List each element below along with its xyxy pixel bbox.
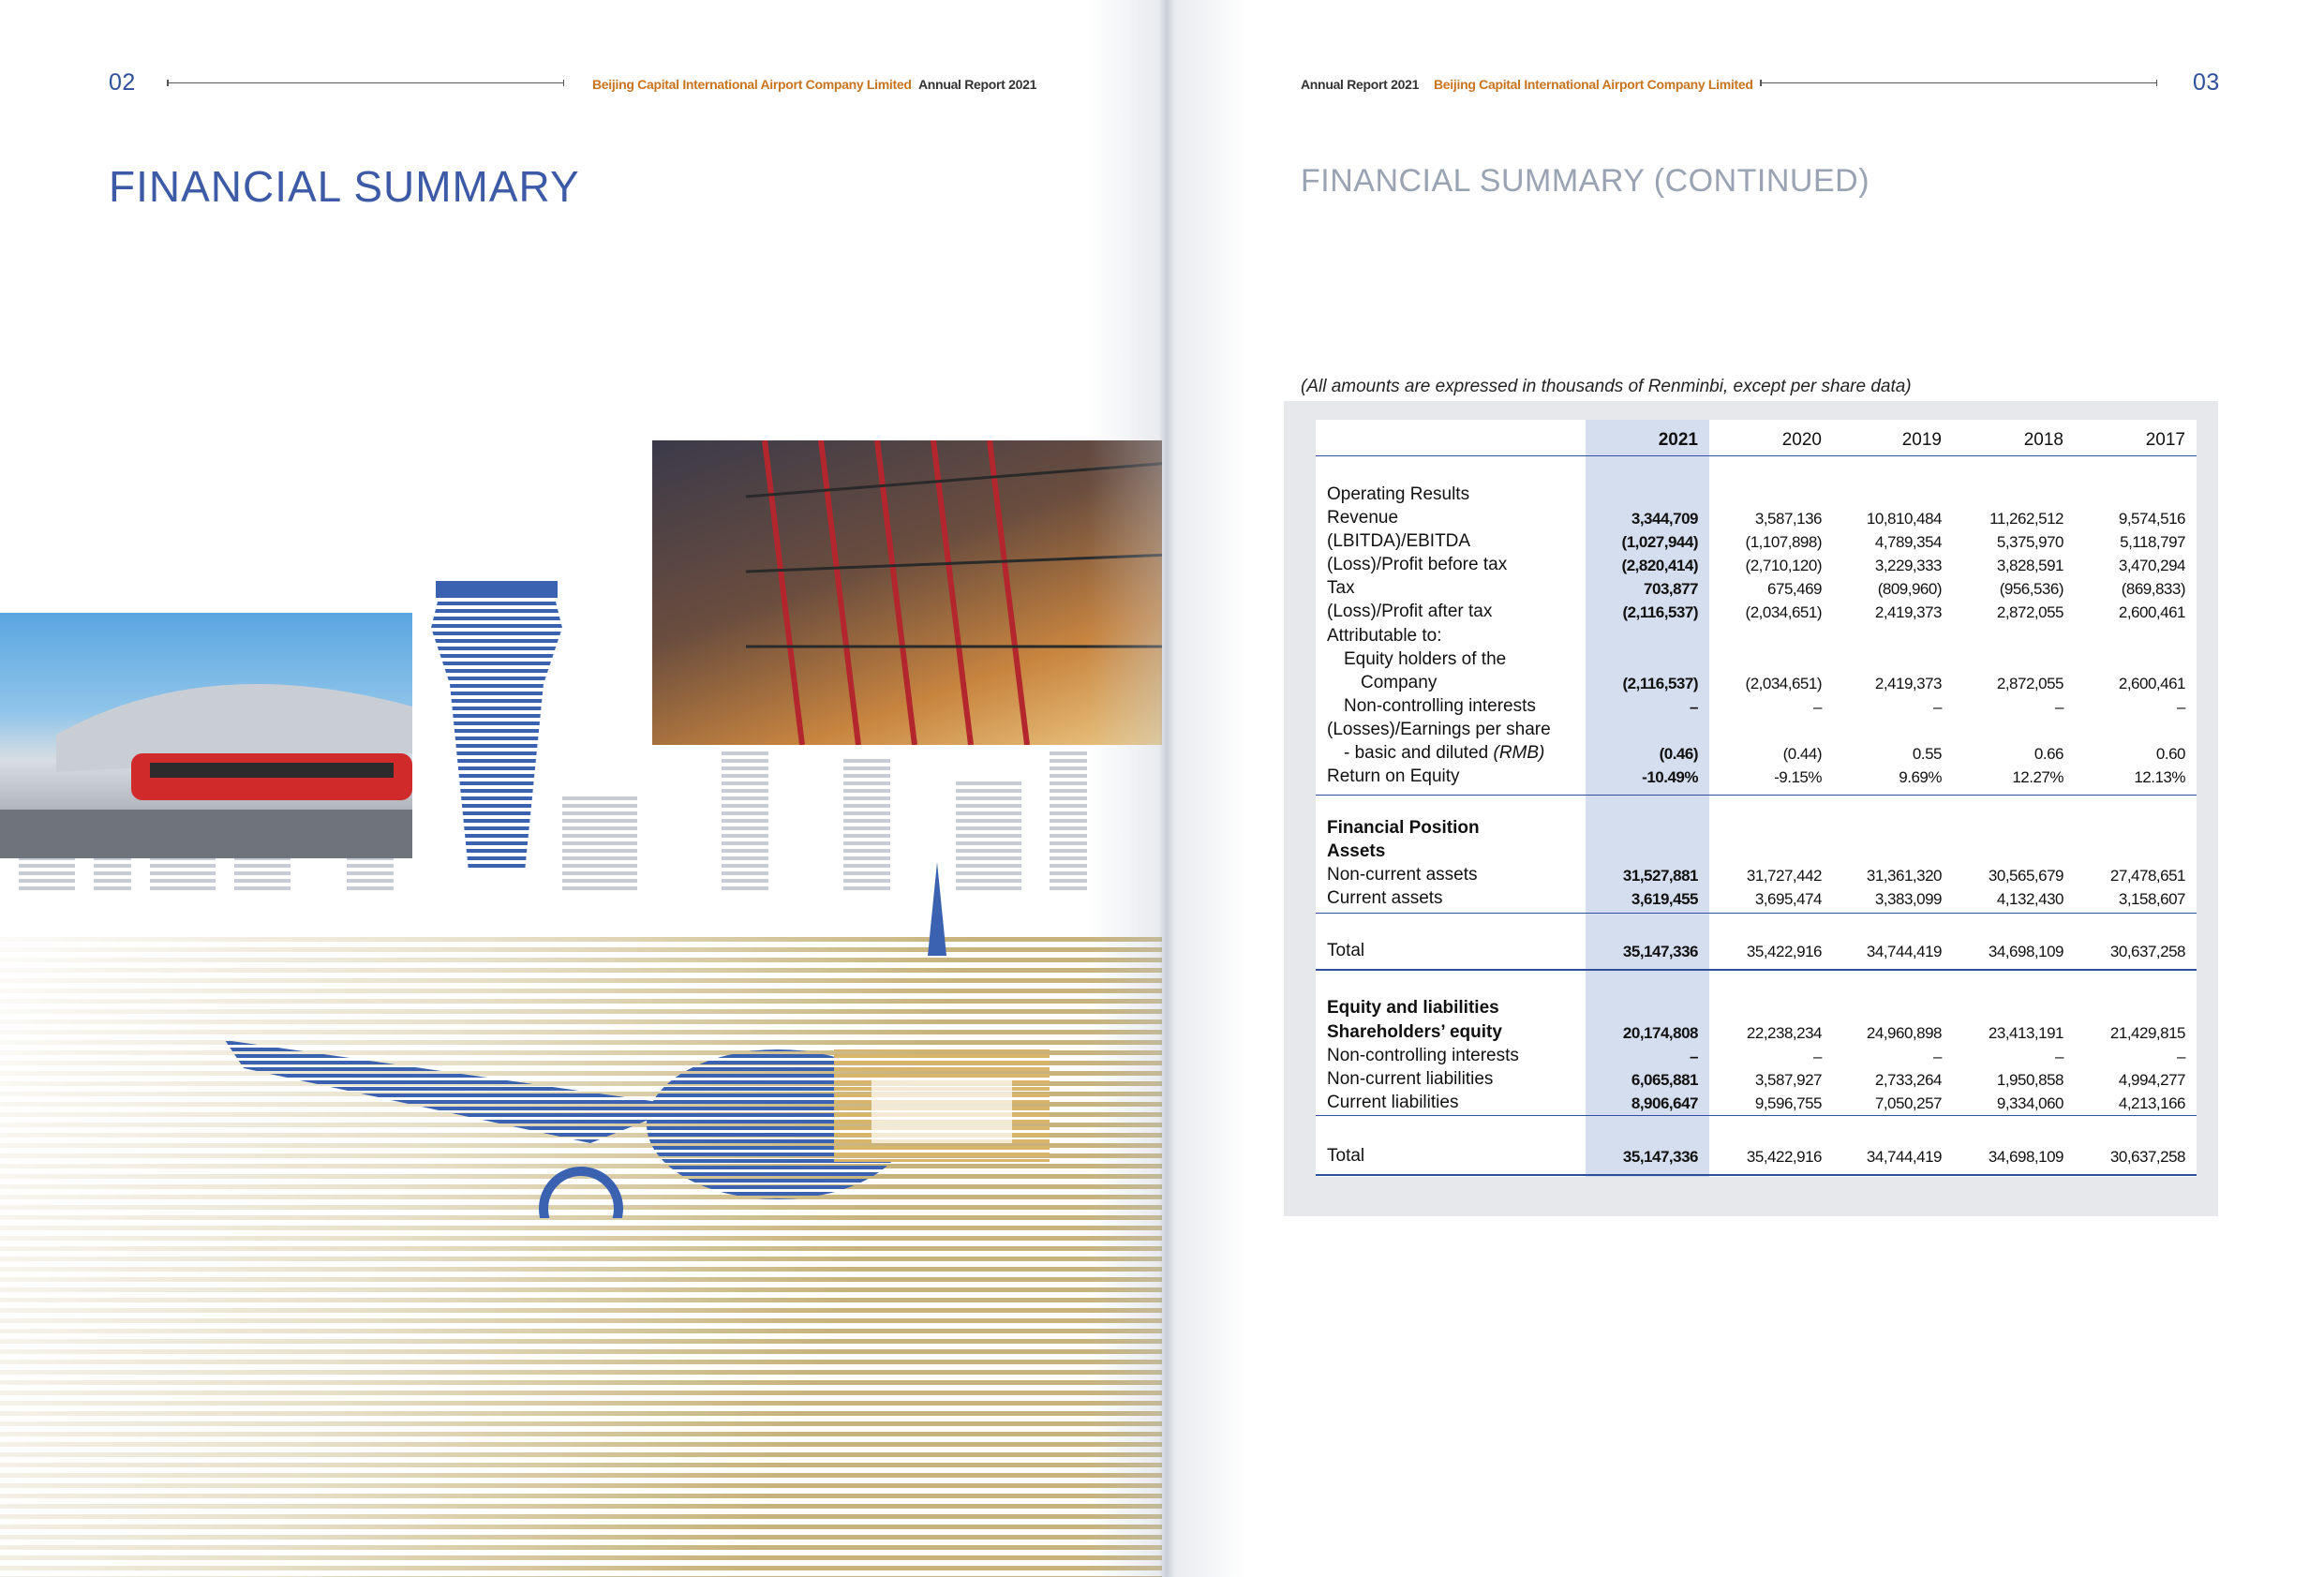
table-cell: 9.69%	[1899, 768, 1942, 786]
section-rule	[1316, 969, 2197, 971]
row-label	[1327, 507, 1398, 529]
header-company-right: Beijing Capital International Airport Company Limited	[1434, 77, 1753, 92]
row-label	[1327, 601, 1492, 623]
table-cell: 4,994,277	[2118, 1071, 2185, 1089]
row-label-text: - basic and diluted	[1344, 743, 1489, 763]
row-label	[1361, 672, 1437, 694]
table-cell: 12.13%	[2134, 768, 2185, 786]
year-header: 2017	[2145, 430, 2185, 450]
row-label-text: Total	[1327, 1146, 1365, 1166]
row-label	[1344, 695, 1536, 718]
table-cell: (809,960)	[1877, 580, 1942, 598]
table-cell: 34,698,109	[1988, 1148, 2063, 1166]
table-cell: –	[1933, 1048, 1942, 1065]
table-cell: 703,877	[1644, 580, 1698, 598]
row-label	[1327, 1068, 1493, 1091]
row-label-text: Current assets	[1327, 888, 1443, 908]
amounts-note: (All amounts are expressed in thousands of Renminbi, except per share data)	[1301, 377, 1912, 396]
row-label-unit: (RMB)	[1488, 743, 1545, 763]
table-cell: 31,727,442	[1746, 867, 1822, 885]
table-cell: 11,262,512	[1989, 510, 2063, 528]
row-label-text: Equity and liabilities	[1327, 998, 1499, 1018]
table-cell: 2,419,373	[1874, 603, 1942, 621]
table-cell: -10.49%	[1642, 768, 1698, 786]
table-cell: –	[2177, 1048, 2185, 1065]
subtotal-rule	[1316, 913, 2197, 914]
table-cell: 3,229,333	[1874, 557, 1942, 574]
row-label	[1344, 648, 1506, 671]
table-cell: 3,587,927	[1754, 1071, 1822, 1089]
row-label	[1327, 817, 1480, 840]
table-cell: (1,027,944)	[1621, 533, 1698, 551]
table-cell: (869,833)	[2121, 580, 2185, 598]
table-cell: –	[1813, 698, 1822, 716]
table-cell: –	[2177, 698, 2185, 716]
table-cell: 3,619,455	[1631, 890, 1698, 908]
table-cell: 2,872,055	[1996, 675, 2063, 692]
table-cell: (2,116,537)	[1622, 675, 1698, 692]
row-label-text: Financial Position	[1327, 818, 1480, 838]
table-cell: (0.46)	[1659, 745, 1698, 763]
table-cell: 34,698,109	[1988, 943, 2063, 960]
table-cell: 8,906,647	[1631, 1094, 1698, 1112]
table-cell: 24,960,898	[1866, 1024, 1942, 1042]
row-label-text: Current liabilities	[1327, 1093, 1459, 1112]
row-label-text: (Loss)/Profit after tax	[1327, 602, 1493, 621]
header-report-left: Annual Report 2021	[918, 77, 1037, 92]
row-label	[1327, 864, 1478, 886]
row-label-text: Equity holders of the	[1344, 649, 1507, 669]
table-cell: 5,118,797	[2120, 533, 2185, 551]
table-cell: 34,744,419	[1866, 943, 1942, 960]
table-cell: 7,050,257	[1874, 1094, 1942, 1112]
table-cell: 5,375,970	[1996, 533, 2063, 551]
table-cell: 3,158,607	[2118, 890, 2185, 908]
table-cell: 20,174,808	[1622, 1024, 1698, 1042]
table-cell: 3,828,591	[1996, 557, 2063, 574]
table-cell: 675,469	[1767, 580, 1822, 598]
table-cell: 27,478,651	[2109, 867, 2185, 885]
row-label	[1327, 530, 1470, 553]
table-cell: 35,147,336	[1622, 1148, 1698, 1166]
row-label-text: (Losses)/Earnings per share	[1327, 720, 1551, 739]
row-label	[1327, 766, 1460, 788]
table-cell: 21,429,815	[2109, 1024, 2185, 1042]
table-cell: 0.60	[2155, 745, 2185, 763]
row-label	[1327, 1145, 1364, 1168]
row-label	[1327, 554, 1507, 576]
table-cell: 2,419,373	[1874, 675, 1942, 692]
table-cell: 1,950,858	[1996, 1071, 2063, 1089]
table-cell: 31,361,320	[1866, 867, 1942, 885]
table-bottom-rule	[1316, 1174, 2197, 1176]
table-cell: 10,810,484	[1866, 510, 1942, 528]
table-cell: 9,574,516	[2118, 510, 2185, 528]
row-label	[1327, 484, 1469, 506]
row-label-text: (LBITDA)/EBITDA	[1327, 531, 1471, 551]
row-label-text: Attributable to:	[1327, 626, 1442, 646]
row-label-text: Tax	[1327, 578, 1355, 598]
table-cell: 0.55	[1912, 745, 1942, 763]
row-label-text: Shareholders’ equity	[1327, 1022, 1502, 1042]
table-cell: 3,470,294	[2118, 557, 2185, 574]
table-cell: 6,065,881	[1631, 1071, 1698, 1089]
row-label-text: Company	[1361, 673, 1438, 692]
page-number-right: 03	[2193, 69, 2220, 96]
table-cell: 2,733,264	[1874, 1071, 1942, 1089]
table-cell: 30,565,679	[1988, 867, 2063, 885]
header-rule-left	[167, 82, 564, 83]
table-cell: 35,147,336	[1622, 943, 1698, 960]
table-cell: 35,422,916	[1746, 1148, 1822, 1166]
row-label-text: Return on Equity	[1327, 766, 1460, 786]
table-cell: (2,820,414)	[1621, 557, 1698, 574]
table-cell: 22,238,234	[1746, 1024, 1822, 1042]
table-cell: 9,334,060	[1996, 1094, 2063, 1112]
year-header: 2019	[1901, 430, 1942, 450]
row-label	[1327, 841, 1385, 863]
row-label-text: Total	[1327, 941, 1365, 960]
table-cell: –	[1690, 698, 1698, 716]
table-cell: 2,872,055	[1996, 603, 2063, 621]
header-report-right: Annual Report 2021	[1301, 77, 1420, 92]
table-cell: 35,422,916	[1746, 943, 1822, 960]
row-label	[1327, 1045, 1519, 1067]
row-label-text: Non-controlling interests	[1344, 696, 1536, 716]
table-cell: (0.44)	[1782, 745, 1822, 763]
terminal-interior-photo	[652, 440, 1218, 745]
table-cell: 3,695,474	[1754, 890, 1822, 908]
airport-train-photo	[0, 613, 412, 858]
row-label-text: Assets	[1327, 841, 1386, 861]
row-label-text: Operating Results	[1327, 484, 1470, 504]
row-label	[1327, 625, 1442, 647]
table-cell: 12.27%	[2012, 768, 2063, 786]
table-cell: 30,637,258	[2109, 943, 2185, 960]
page-number-left: 02	[109, 69, 136, 96]
row-label	[1327, 1021, 1502, 1044]
table-cell: 23,413,191	[1988, 1024, 2063, 1042]
table-cell: 4,132,430	[1996, 890, 2063, 908]
table-cell: 34,744,419	[1866, 1148, 1942, 1166]
airplane-graphic	[216, 825, 1059, 1218]
table-cell: –	[2055, 698, 2063, 716]
table-cell: (2,710,120)	[1745, 557, 1822, 574]
table-cell: 2,600,461	[2118, 603, 2185, 621]
table-cell: 30,637,258	[2109, 1148, 2185, 1166]
subtotal-rule	[1316, 1115, 2197, 1116]
row-label	[1327, 1092, 1458, 1114]
table-cell: 3,344,709	[1631, 510, 1698, 528]
table-cell: 31,527,881	[1622, 867, 1698, 885]
table-cell: (2,034,651)	[1745, 675, 1822, 692]
section-rule	[1316, 795, 2197, 796]
table-cell: 2,600,461	[2118, 675, 2185, 692]
row-label-text: (Loss)/Profit before tax	[1327, 555, 1508, 574]
row-label-text: Revenue	[1327, 508, 1399, 528]
page-title-left: FINANCIAL SUMMARY	[109, 162, 580, 211]
table-cell: 4,213,166	[2118, 1094, 2185, 1112]
row-label-text: Non-controlling interests	[1327, 1046, 1519, 1065]
row-label-text: Non-current liabilities	[1327, 1069, 1494, 1089]
table-cell: –	[1933, 698, 1942, 716]
year-header: 2018	[2023, 430, 2063, 450]
row-label	[1327, 577, 1355, 600]
row-label	[1327, 997, 1499, 1019]
page-title-right: FINANCIAL SUMMARY (CONTINUED)	[1301, 163, 1870, 199]
table-cell: 3,383,099	[1874, 890, 1942, 908]
table-cell: –	[1690, 1048, 1698, 1065]
table-cell: (1,107,898)	[1745, 533, 1822, 551]
table-cell: 0.66	[2034, 745, 2063, 763]
year-header: 2020	[1781, 430, 1822, 450]
table-cell: (956,536)	[1999, 580, 2063, 598]
table-cell: –	[1813, 1048, 1822, 1065]
table-cell: (2,034,651)	[1745, 603, 1822, 621]
table-header-rule	[1316, 455, 2197, 456]
table-cell: (2,116,537)	[1622, 603, 1698, 621]
row-label	[1327, 719, 1551, 741]
row-label-text: Non-current assets	[1327, 865, 1478, 885]
table-cell: 9,596,755	[1754, 1094, 1822, 1112]
row-label	[1327, 940, 1364, 962]
table-cell: –	[2055, 1048, 2063, 1065]
table-cell: 4,789,354	[1874, 533, 1942, 551]
table-cell: -9.15%	[1774, 768, 1822, 786]
table-cell: 3,587,136	[1754, 510, 1822, 528]
header-rule-right	[1760, 82, 2157, 83]
row-label	[1327, 887, 1443, 910]
row-label	[1344, 742, 1544, 765]
year-header: 2021	[1658, 430, 1698, 450]
header-company-left: Beijing Capital International Airport Company Limited	[592, 77, 912, 92]
